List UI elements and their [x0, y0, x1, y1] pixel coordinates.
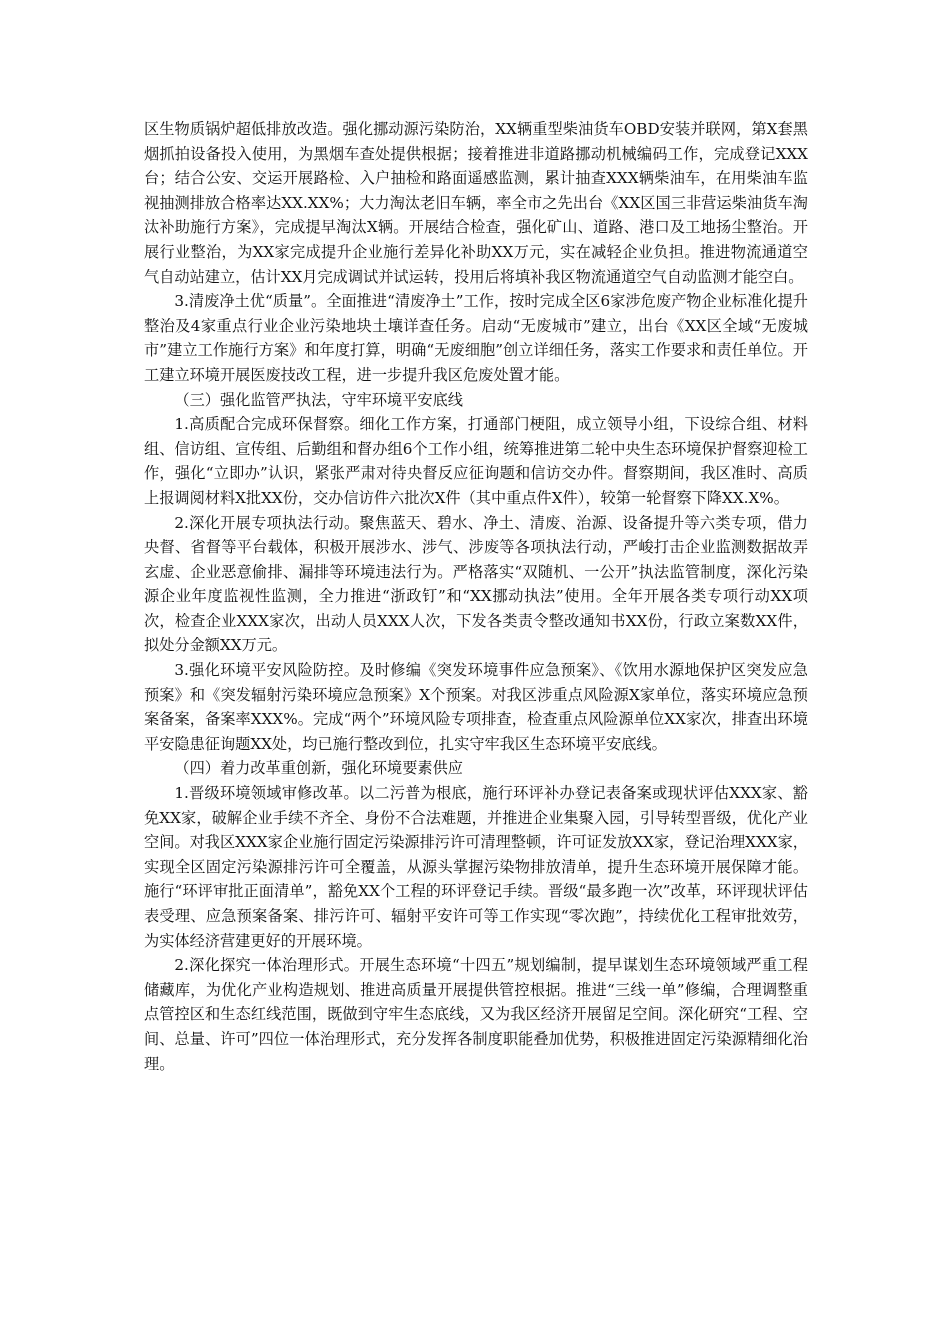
paragraph-inspection: 1.高质配合完成环保督察。细化工作方案，打通部门梗阻，成立领导小组，下设综合组、材料组、信访组、宣传组、后勤组和督办组6个工作小组，统筹推进第二轮中央生态环境保护督察迎检工作，强化“立即办”认识，紧张严肃对待央督反应征询题和信访交办件。督察期间，我区准时、高质上报调阅材料X批XX份，交办信访件六批次X件（其中重点件X件），较第一轮督察下降XX.X%。: [144, 415, 808, 507]
paragraph-risk-control: 3.强化环境平安风险防控。及时修编《突发环境事件应急预案》、《饮用水源地保护区突发应急预案》和《突发辐射污染环境应急预案》X个预案。对我区涉重点风险源X家单位，落实环境应急预案备案，备案率XXX%。完成“两个”环境风险专项排查，检查重点风险源单位XX家次，排查出环境平安隐患征询题XX处，均已施行整改到位，扎实守牢我区生态环境平安底线。: [144, 661, 808, 753]
paragraph-law-enforcement: 2.深化开展专项执法行动。聚焦蓝天、碧水、净土、清废、治源、设备提升等六类专项，借力央督、省督等平台载体，积极开展涉水、涉气、涉废等各项执法行动，严峻打击企业监测数据故弄玄虚、企业恶意偷排、漏排等环境违法行为。严格落实“双随机、一公开”执法监管制度，深化污染源企业年度监视性监测，全力推进“浙政钉”和“XX挪动执法”使用。全年开展各类专项行动XX项次，检查企业XXX家次，出动人员XXX人次，下发各类责令整改通知书XX份，行政立案数XX件，拟处分金额XX万元。: [144, 513, 808, 655]
section-heading-3: （三）强化监管严执法，守牢环境平安底线: [174, 390, 463, 409]
paragraph-continuation: 区生物质锅炉超低排放改造。强化挪动源污染防治，XX辆重型柴油货车OBD安装并联网，第X套黑烟抓拍设备投入使用，为黑烟车查处提供根据；接着推进非道路挪动机械编码工作，完成登记XXX台；结合公安、交运开展路检、入户抽检和路面遥感监测，累计抽查XXX辆柴油车，在用柴油车监视抽测排放合格率达XX.XX%；大力淘汰老旧车辆，率全市之先出台《XX区国三非营运柴油货车淘汰补助施行方案》，完成提早淘汰X辆。开展结合检查，强化矿山、道路、港口及工地扬尘整治。开展行业整治，为XX家完成提升企业施行差异化补助XX万元，实在减轻企业负担。推进物流通道空气自动站建立，估计XX月完成调试并试运转，投用后将填补我区物流通道空气自动监测才能空白。: [144, 120, 808, 286]
paragraph-integrated-governance: 2.深化探究一体治理形式。开展生态环境“十四五”规划编制，提早谋划生态环境领域严重工程储藏库，为优化产业构造规划、推进高质量开展提供管控根据。推进“三线一单”修编，合理调整重点管控区和生态红线范围，既做到守牢生态底线，又为我区经济开展留足空间。深化研究“工程、空间、总量、许可”四位一体治理形式，充分发挥各制度职能叠加优势，积极推进固定污染源精细化治理。: [144, 956, 808, 1073]
document-body: [144, 117, 808, 1076]
section-heading-4: （四）着力改革重创新，强化环境要素供应: [174, 759, 463, 778]
paragraph-approval-reform: 1.晋级环境领域审修改革。以二污普为根底，施行环评补办登记表备案或现状评估XXX家、豁免XX家，破解企业手续不齐全、身份不合法难题，并推进企业集聚入园，引导转型晋级，优化产业空间。对我区XXX家企业施行固定污染源排污许可清理整顿，许可证发放XX家，登记治理XXX家，实现全区固定污染源排污许可全覆盖，从源头掌握污染物排放清单，提升生态环境开展保障才能。施行“环评审批正面清单”，豁免XX个工程的环评登记手续。晋级“最多跑一次”改革，环评现状评估表受理、应急预案备案、排污许可、辐射平安许可等工作实现“零次跑”，持续优化工程审批效劳，为实体经济营建更好的开展环境。: [144, 784, 808, 950]
paragraph-clean-waste: 3.清废净土优“质量”。全面推进“清废净土”工作，按时完成全区6家涉危废产物企业标准化提升整治及4家重点行业企业污染地块土壤详查任务。启动“无废城市”建立，出台《XX区全域“无废城市”建立工作施行方案》和年度打算，明确“无废细胞”创立详细任务，落实工作要求和责任单位。开工建立环境开展医废技改工程，进一步提升我区危废处置才能。: [144, 292, 808, 384]
